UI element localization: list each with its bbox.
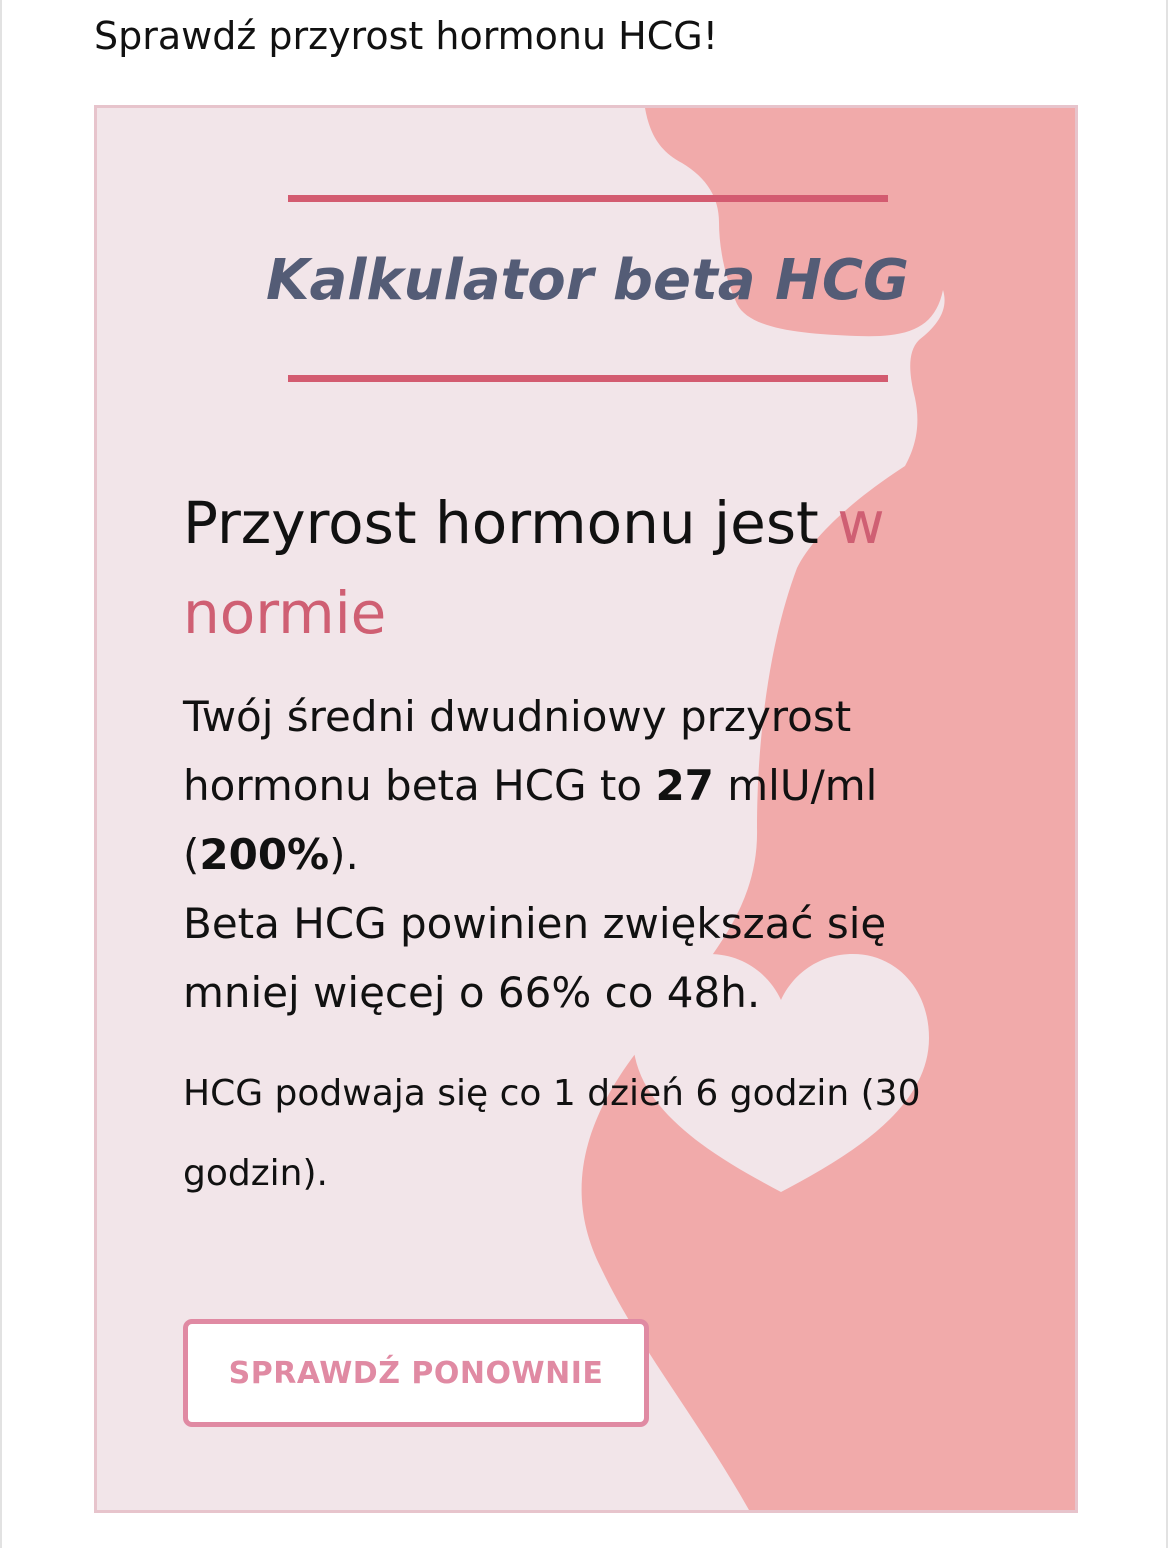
doubling-time-text: HCG podwaja się co 1 dzień 6 godzin (30 godzin). (183, 1073, 921, 1194)
page-heading: Sprawdź przyrost hormonu HCG! (94, 14, 718, 58)
check-again-button[interactable]: SPRAWDŹ PONOWNIE (183, 1319, 649, 1427)
increase-value: 27 (655, 761, 714, 810)
result-intro-text: Twój średni dwudniowy przyrost hormonu beta HCG to (183, 692, 852, 810)
result-status-accent: w normie (183, 489, 885, 647)
increase-percent: 200% (199, 830, 330, 879)
title-rule-top (288, 195, 888, 202)
paren-open: ( (183, 830, 200, 879)
calculator-title: Kalkulator beta HCG (266, 248, 909, 313)
result-description (183, 682, 943, 1027)
expected-increase-text: Beta HCG powinien zwiększać się mniej więcej o 66% co 48h. (183, 899, 887, 1017)
result-heading-prefix: Przyrost hormonu jest (183, 489, 819, 557)
calculator-card (94, 105, 1078, 1513)
increase-unit: mlU/ml (727, 761, 878, 810)
calculator-content (97, 108, 1075, 1510)
paren-close: ). (329, 830, 359, 879)
result-heading (183, 478, 943, 658)
title-rule-bottom (288, 375, 888, 382)
